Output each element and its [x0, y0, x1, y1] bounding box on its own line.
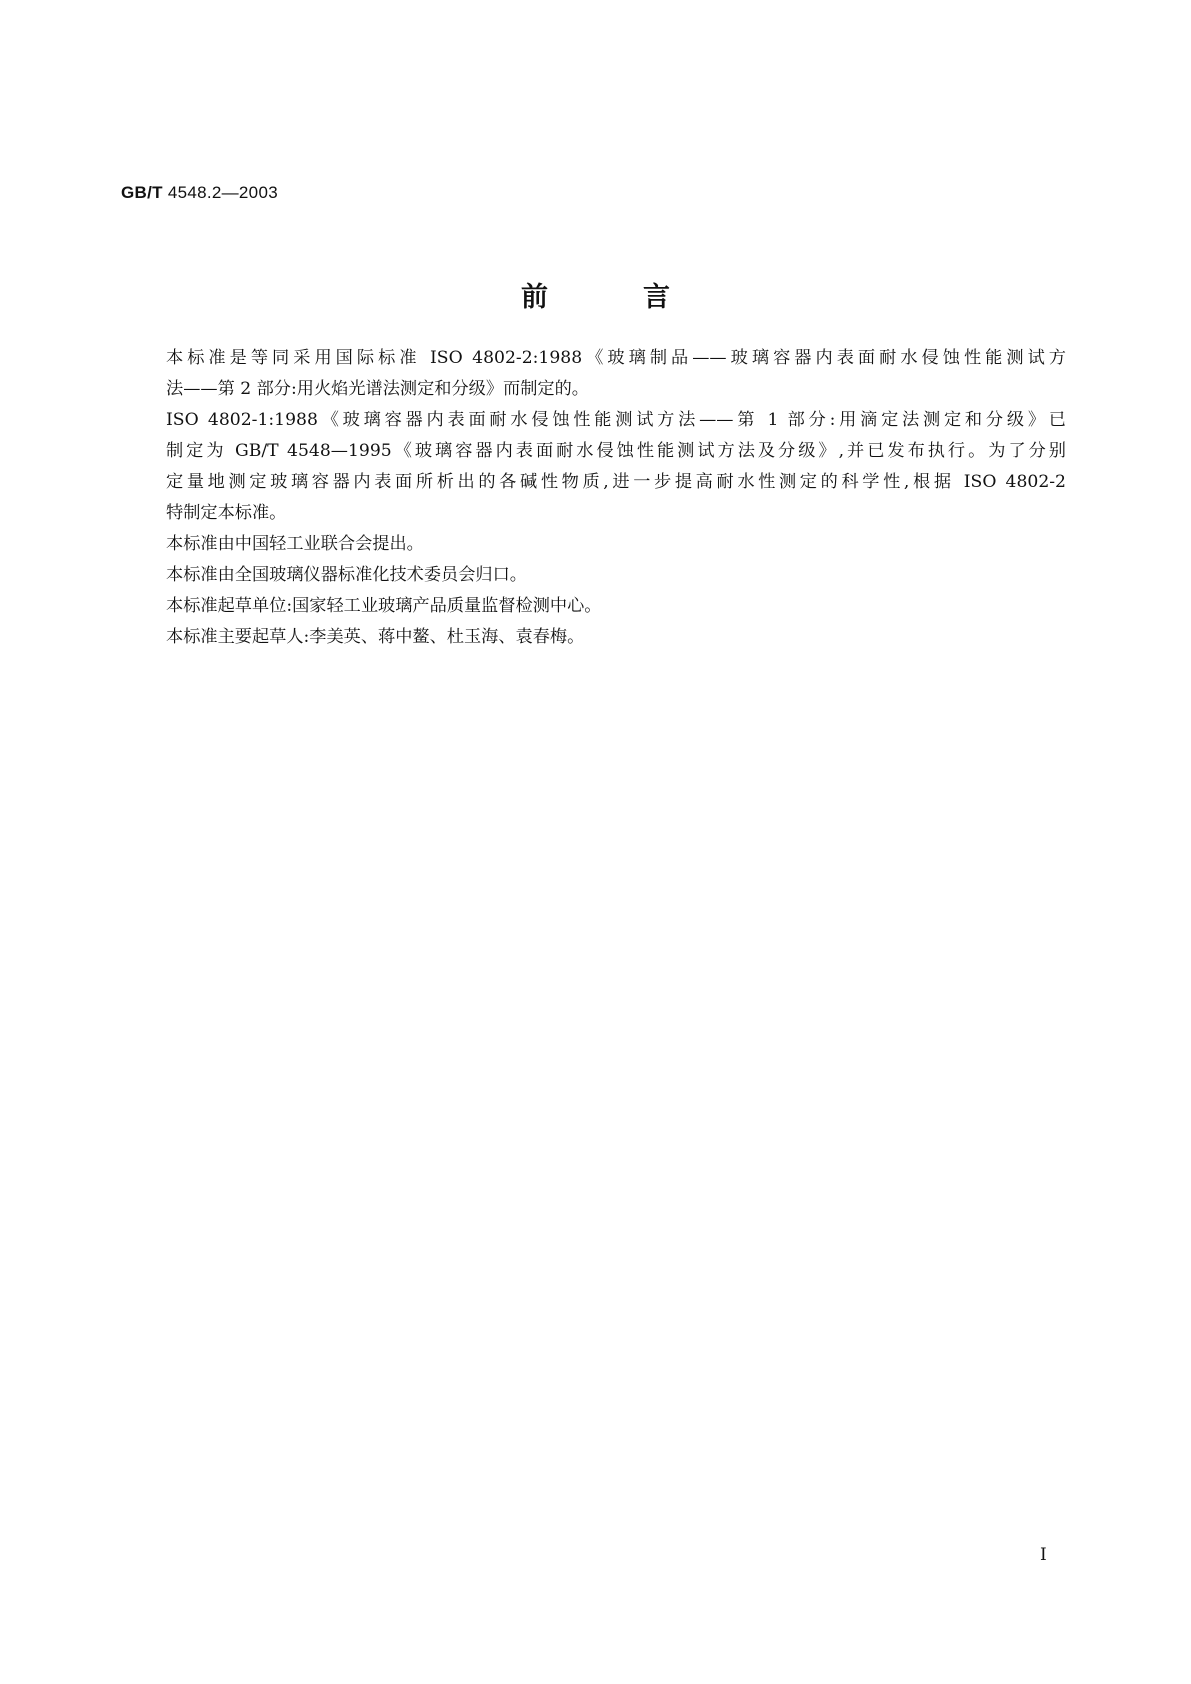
paragraph-line: 特制定本标准。 [166, 503, 287, 523]
paragraph-line: 本标准由全国玻璃仪器标准化技术委员会归口。 [166, 565, 527, 585]
paragraph-line: ISO 4802-1:1988《玻璃容器内表面耐水侵蚀性能测试方法——第 1 部分:用滴定法测定和分级》已 [166, 410, 1066, 430]
foreword-body [121, 343, 1066, 653]
standard-code-header [121, 183, 278, 203]
page-title [0, 275, 1191, 314]
paragraph-line: 本标准主要起草人:李美英、蒋中鳌、杜玉海、袁春梅。 [166, 627, 585, 647]
paragraph-proposer [121, 529, 1066, 560]
paragraph-line: 本标准起草单位:国家轻工业玻璃产品质量监督检测中心。 [166, 596, 602, 616]
standard-code-prefix: GB/T [121, 183, 163, 202]
paragraph-background [121, 405, 1066, 529]
paragraph-line: 法——第 2 部分:用火焰光谱法测定和分级》而制定的。 [166, 379, 589, 399]
standard-code-number: 4548.2—2003 [162, 183, 278, 202]
paragraph-drafting-unit [121, 591, 1066, 622]
paragraph-committee [121, 560, 1066, 591]
paragraph-adoption [121, 343, 1066, 405]
title-char-2: 言 [643, 282, 670, 313]
page-number: I [1040, 1545, 1047, 1565]
paragraph-line: 制定为 GB/T 4548—1995《玻璃容器内表面耐水侵蚀性能测试方法及分级》,并已发布执行。为了分别 [166, 441, 1066, 461]
paragraph-line: 本标准由中国轻工业联合会提出。 [166, 534, 424, 554]
paragraph-line: 定量地测定玻璃容器内表面所析出的各碱性物质,进一步提高耐水性测定的科学性,根据 ISO 4802-2 [166, 472, 1066, 492]
paragraph-line: 本标准是等同采用国际标准 ISO 4802-2:1988《玻璃制品——玻璃容器内表面耐水侵蚀性能测试方 [166, 348, 1066, 368]
paragraph-drafters [121, 622, 1066, 653]
title-char-1: 前 [521, 282, 548, 313]
